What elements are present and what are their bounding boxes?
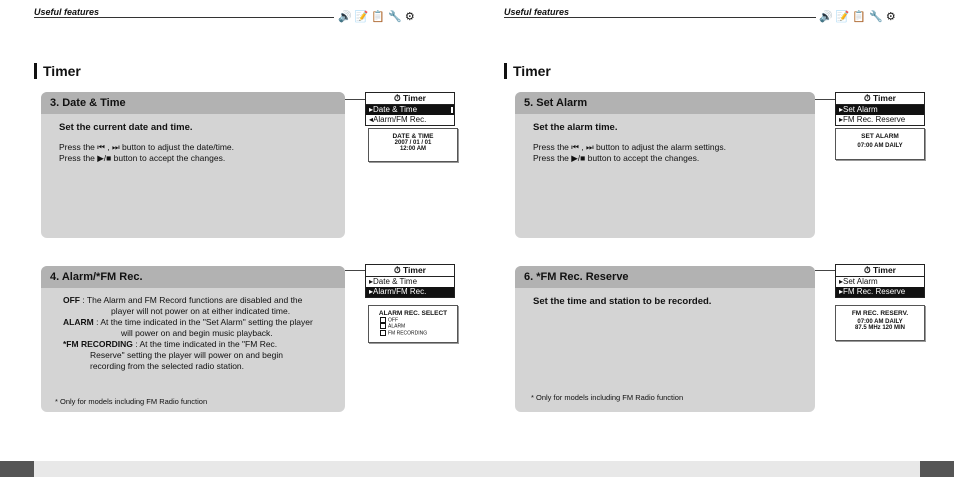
settings-page-icon: 📋: [371, 11, 386, 23]
lcd-item-date-time: ▸Date & Time: [366, 105, 454, 115]
screen-date: 2007 / 01 / 01: [394, 140, 432, 146]
box-title: 3. Date & Time: [50, 97, 126, 109]
instruction-line: Press the ▶/■ button to accept the changes.: [533, 153, 700, 163]
settings-page-icon: 📋: [852, 11, 867, 23]
box-title: 6. *FM Rec. Reserve: [524, 271, 629, 283]
gear-icon: ⚙: [885, 11, 896, 23]
box-body: [59, 142, 234, 164]
gear-icon: ⚙: [404, 11, 415, 23]
header-section: Useful features: [34, 7, 100, 17]
lcd-title: ⏱ Timer: [836, 265, 924, 277]
header-rule: [504, 17, 816, 18]
option-off: OFF: [369, 317, 457, 323]
lcd-item-alarm-fm: ▸Alarm/FM Rec.: [366, 287, 454, 297]
notepad-icon: 📝: [835, 11, 850, 23]
page-title: Timer: [504, 63, 551, 79]
lcd-item-fm-reserve: ▸FM Rec. Reserve: [839, 115, 906, 124]
lcd-menu: [835, 92, 925, 126]
footer-tab: [0, 461, 34, 477]
screen-title: FM REC. RESERV.: [851, 310, 909, 317]
connector-line: [345, 270, 365, 271]
lcd-item-alarm-fm: ◂Alarm/FM Rec.: [369, 115, 427, 124]
connector-line: [815, 270, 835, 271]
box-subtitle: Set the alarm time.: [533, 122, 618, 133]
footer-bar: [34, 461, 477, 477]
lcd-menu: [365, 264, 455, 298]
screen-title: SET ALARM: [861, 133, 899, 140]
instruction-line: Press the ▶/■ button to accept the changes.: [59, 153, 226, 163]
screen-reserve-station: 87.5 MHz 120 MIN: [854, 325, 906, 331]
lcd-item-set-alarm: ▸Set Alarm: [839, 277, 878, 286]
header-icons: [819, 10, 909, 24]
connector-line: [345, 99, 365, 100]
header-rule: [34, 17, 334, 18]
screen-time: 12:00 AM: [399, 146, 427, 152]
screen-alarm-time: 07:00 AM DAILY: [857, 143, 903, 149]
right-page: [477, 0, 954, 477]
alarm-select-screen: [368, 305, 458, 343]
screen-title: ALARM REC. SELECT: [378, 310, 448, 317]
box-title: 4. Alarm/*FM Rec.: [50, 271, 143, 283]
option-fm-recording: FM RECORDING: [369, 330, 457, 336]
box-title: 5. Set Alarm: [524, 97, 588, 109]
instruction-line: Press the ⏮ , ⏭ button to adjust the date/time.: [59, 142, 235, 152]
alarm-label: ALARM: [63, 317, 94, 327]
date-time-screen: [368, 128, 458, 162]
speaker-icon: 🔊: [338, 11, 352, 23]
lcd-item-date-time: ▸Date & Time: [369, 277, 418, 286]
footer-tab: [920, 461, 954, 477]
footnote: * Only for models including FM Radio function: [531, 393, 684, 402]
option-alarm: ALARM: [369, 323, 457, 329]
box-body: OFF : The Alarm and FM Record functions are disabled and the player will not power on at either indicated time. ALARM : At the time indicated in the "Set Alarm" setting the player will power on and begin music playback. *FM RECORDING : At the time indicated in the "FM Rec. Reserve" setting the player will power on and begin recording from the selected radio station.: [63, 295, 313, 371]
set-alarm-box: [515, 92, 815, 238]
tools-icon: 🔧: [869, 11, 883, 23]
lcd-title: ⏱ Timer: [366, 265, 454, 277]
instruction-line: Press the ⏮ , ⏭ button to adjust the alarm settings.: [533, 142, 726, 152]
lcd-menu: [835, 264, 925, 298]
header-icons: [338, 10, 428, 24]
footnote: * Only for models including FM Radio function: [55, 397, 208, 406]
header-section: Useful features: [504, 7, 570, 17]
lcd-item-fm-reserve: ▸FM Rec. Reserve: [836, 287, 924, 297]
lcd-item-set-alarm: ▸Set Alarm: [836, 105, 924, 115]
alarm-fm-box: [41, 266, 345, 412]
footer-bar: [477, 461, 920, 477]
fm-reserve-box: [515, 266, 815, 412]
set-alarm-screen: [835, 128, 925, 160]
connector-line: [815, 99, 835, 100]
lcd-title: ⏱ Timer: [366, 93, 454, 105]
fm-recording-label: *FM RECORDING: [63, 339, 133, 349]
box-subtitle: Set the current date and time.: [59, 122, 193, 133]
screen-reserve-time: 07:00 AM DAILY: [857, 319, 903, 325]
date-time-box: [41, 92, 345, 238]
box-subtitle: Set the time and station to be recorded.: [533, 296, 712, 307]
notepad-icon: 📝: [354, 11, 369, 23]
speaker-icon: 🔊: [819, 11, 833, 23]
lcd-title: ⏱ Timer: [836, 93, 924, 105]
page-title: Timer: [34, 63, 81, 79]
screen-title: DATE & TIME: [392, 133, 434, 140]
off-label: OFF: [63, 295, 80, 305]
fm-reserve-screen: [835, 305, 925, 341]
box-body: [533, 142, 726, 164]
lcd-menu: [365, 92, 455, 126]
tools-icon: 🔧: [388, 11, 402, 23]
